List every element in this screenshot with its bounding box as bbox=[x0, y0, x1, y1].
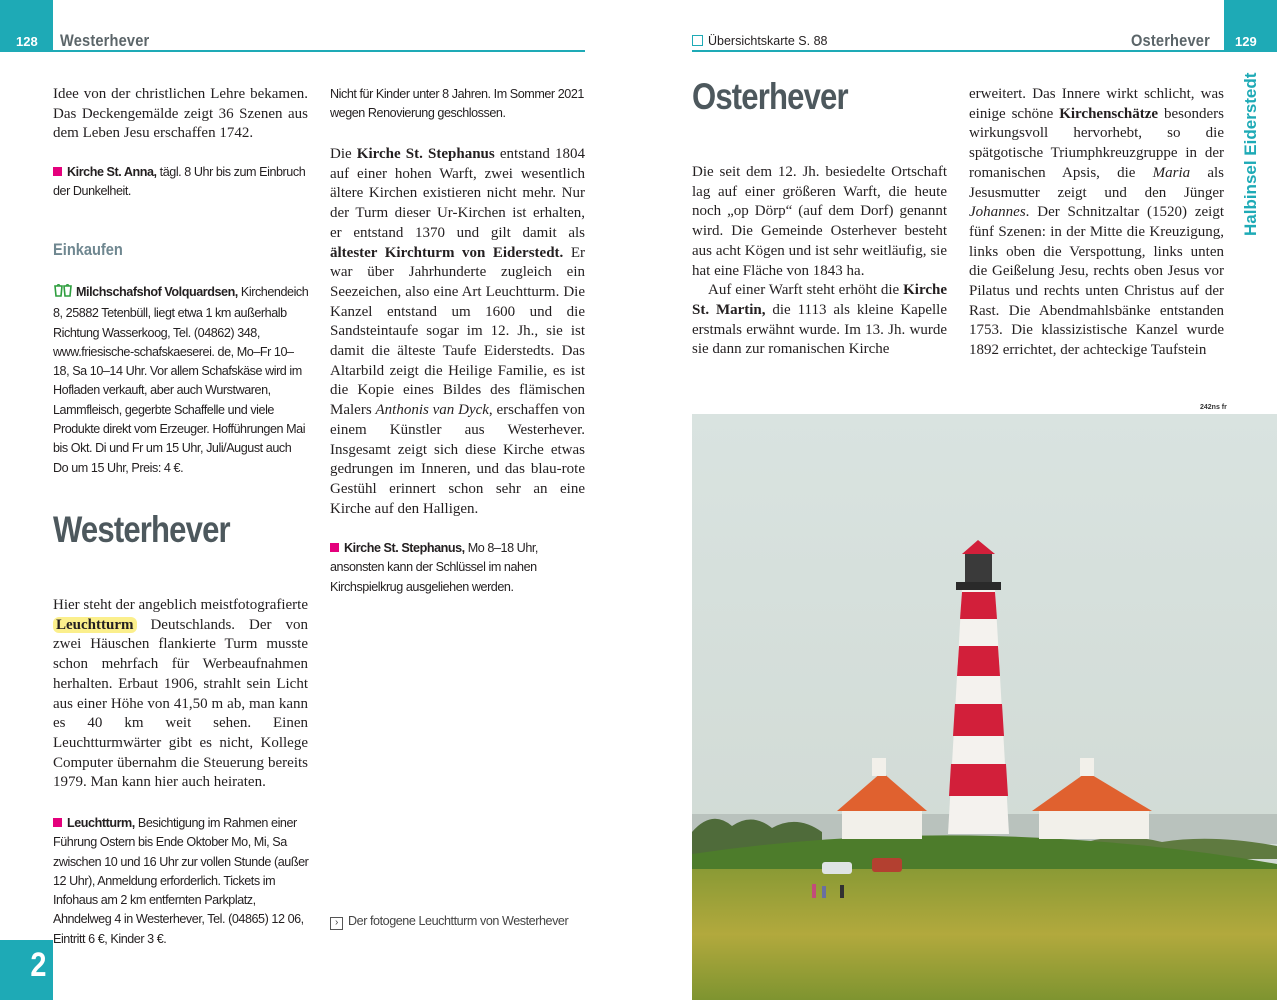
info-kirche-st-anna: Kirche St. Anna, tägl. 8 Uhr bis zum Einbruch der Dunkelheit. bbox=[53, 165, 306, 199]
right-col2-text: erweitert. Das Innere wirkt schlicht, was einige schöne Kirchenschätze besonders wirkungsvoll hervorhebt, so die spätgotische Triumphkreuzgruppe in der romanischen Apsis, die Maria als Jesusmutter zeigt und den Jünger Johannes. Der Schnitzaltar (1520) zeigt fünf Szenen: in der Mitte die Kreuzigung, links oben die Verspottung, links unten die Geißelung Jesu, rechts oben Jesus vor Pilatus und rechts unten Christus auf der Rast. Die Abendmahlsbänke entstanden 1753. Die klassizistische Kanzel wurde 1892 errichtet, der achteckige Taufstein bbox=[969, 86, 1224, 359]
shopping-bag-icon bbox=[53, 284, 73, 304]
left-col1-westerhever-text: Hier steht der angeblich meistfotografierte Leuchtturm Deutschlands. Der von zwei Häuschen flankierte Turm musste schon mehrfach für Werbeaufnahmen herhalten. Erbaut 1906, strahlt sein Licht aus einer Höhe von 41,50 m ab, man kann es 40 km weit sehen. Einen Leuchtturmwärter gibt es nicht, Kollege Computer übernahm die Steuerung bereits 1979. Man kann hier auch heiraten. bbox=[53, 597, 308, 791]
section-heading-einkaufen: Einkaufen bbox=[53, 240, 123, 259]
highlighted-term-leuchtturm: Leuchtturm bbox=[53, 617, 137, 633]
info-leuchtturm: Leuchtturm, Besichtigung im Rahmen einer Führung Ostern bis Ende Oktober Mo, Mi, Sa zwischen 10 und 16 Uhr zur vollen Stunde (außer 12 Uhr), Anmeldung erforderlich. Tickets im Infohaus am 2 km entfernten Parkplatz, Ahndelweg 4 in Westerhever, Tel. (04865) 12 06, Eintritt 6 €, Kinder 3 €. bbox=[53, 816, 309, 946]
left-col1-intro: Idee von der christlichen Lehre bekamen. Das Deckengemälde zeigt 36 Szenen aus dem Leben Jesu erschaffen 1742. bbox=[53, 86, 308, 142]
left-page-number-tab bbox=[0, 0, 53, 52]
heading-westerhever: Westerhever bbox=[53, 509, 230, 550]
info-bullet bbox=[53, 167, 62, 176]
chapter-number-tab bbox=[0, 940, 53, 1000]
info-stephanus-top: Nicht für Kinder unter 8 Jahren. Im Sommer 2021 wegen Renovierung geschlossen. bbox=[330, 87, 584, 121]
right-header-rule bbox=[692, 50, 1224, 52]
info-milchschafshof: Milchschafshof Volquardsen, Kirchendeich 8, 25882 Tetenbüll, liegt etwa 1 km außerhalb Richtung Wasserkoog, Tel. (04862) 348, www.friesische-schafskaeserei. de, Mo–Fr 10–18, Sa 10–14 Uhr. Vor allem Schafskäse wird im Hofladen verkauft, aber auch Wurstwaren, Lammfleisch, gegerbte Schaffelle und viele Produkte direkt vom Erzeuger. Hofführungen Mai bis Okt. Di und Fr um 15 Uhr, Juli/August auch Do um 15 Uhr, Preis: 4 €. bbox=[53, 285, 309, 475]
right-page-number-tab bbox=[1224, 0, 1277, 52]
photo-credit: 242ns fr bbox=[1200, 404, 1227, 411]
info-bullet bbox=[330, 543, 339, 552]
info-bullet bbox=[53, 818, 62, 827]
lighthouse-illustration bbox=[692, 414, 1277, 1000]
left-page-number: 128 bbox=[16, 34, 38, 49]
right-col1-text: Die seit dem 12. Jh. besiedelte Ortschaft lag auf einer größeren Warft, die heute noch „op Dörp“ (auf dem Dorf) genannt wird. Die Gemeinde Osterhever besteht aus acht Kögen und ist sehr weitläufig, sie hat eine Fläche von 1843 ha. Auf einer Warft steht erhöht die Kirche St. Martin, die 1113 als kleine Kapelle erstmals erwähnt wurde. Im 13. Jh. wurde sie dann zur romanischen Kirche bbox=[692, 164, 947, 358]
caption-arrow-icon: › bbox=[330, 917, 343, 930]
side-chapter-title: Halbinsel Eiderstedt bbox=[1241, 72, 1260, 236]
heading-osterhever: Osterhever bbox=[692, 76, 848, 117]
left-running-title: Westerhever bbox=[60, 31, 150, 50]
left-col2-stephanus-text: Die Kirche St. Stephanus entstand 1804 auf einer hohen Warft, zwei wesentlich ältere Kirchen existieren nicht mehr. Nur der Turm dieser Ur-Kirchen ist erhalten, er entstand 1370 und gilt damit als ältester Kirchturm von Eiderstedt. Er war über Jahrhunderte zugleich ein Seezeichen, also eine Art Leuchtturm. Die Kanzel entstand um 1600 und die Sandsteintaufe sogar im 12. Jh., sie ist damit die älteste Taufe Eiderstedts. Das Altarbild zeigt die Heilige Familie, es ist die Kopie eines Bildes des flämischen Malers Anthonis van Dyck, erschaffen von einem Künstler aus Westerhever. Insgesamt zeigt sich diese Kirche etwas gedrungen im Inneren, und das blau-rote Gestühl erinnert schon sehr an eine Kirche auf den Halligen. bbox=[330, 146, 585, 517]
info-kirche-st-stephanus: Kirche St. Stephanus, Mo 8–18 Uhr, ansonsten kann der Schlüssel im nahen Kirchspielkrug ausgeliehen werden. bbox=[330, 541, 538, 594]
lighthouse-photo bbox=[692, 414, 1277, 1000]
chapter-number: 2 bbox=[30, 946, 47, 984]
photo-caption: › Der fotogene Leuchtturm von Westerhever bbox=[330, 912, 586, 931]
map-square-icon bbox=[692, 35, 703, 46]
right-running-title: Osterhever bbox=[1131, 31, 1210, 50]
right-page-number: 129 bbox=[1235, 34, 1257, 49]
map-reference[interactable]: Übersichtskarte S. 88 bbox=[692, 34, 828, 48]
left-header-rule bbox=[53, 50, 585, 52]
